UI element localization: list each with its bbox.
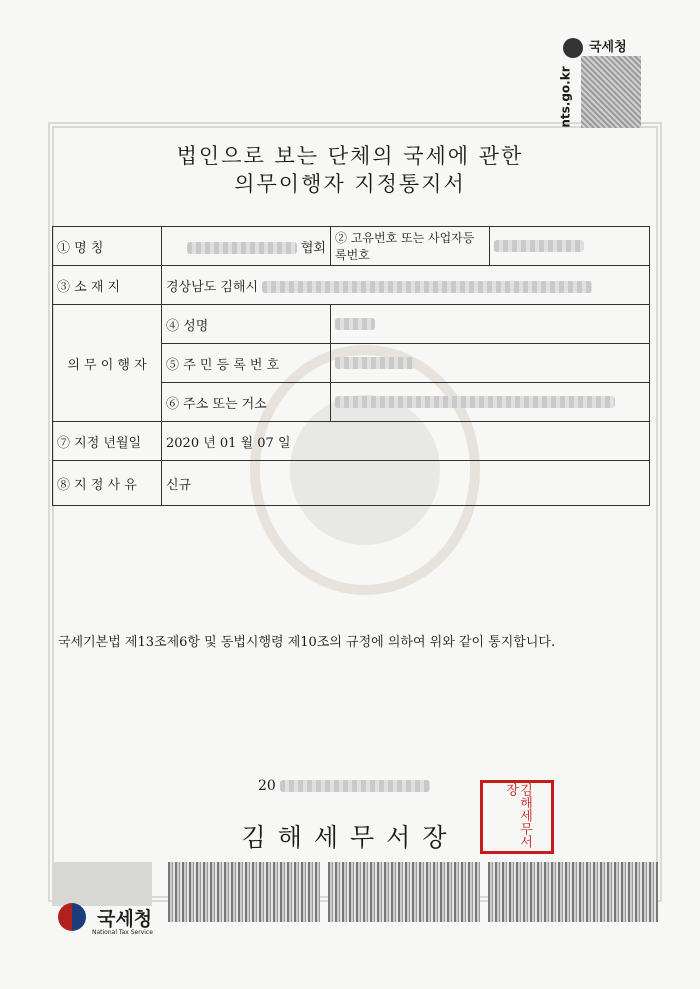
redacted-box (52, 862, 152, 906)
redacted-address (262, 281, 592, 293)
name-value (162, 227, 331, 266)
redacted-person-address (335, 396, 615, 408)
id-value (490, 227, 650, 266)
location-label: ③ 소 재 지 (53, 266, 162, 305)
date-value: 2020 년 01 월 07 일 (162, 422, 650, 461)
reason-value: 신규 (162, 461, 650, 506)
duty-label: 의 무 이 행 자 (53, 305, 162, 422)
name-suffix: 협회 (300, 240, 326, 256)
taegeuk-emblem-icon (58, 903, 86, 931)
location-text: 경상남도 김해시 (166, 279, 259, 295)
rrn-label: ⑤ 주 민 등 록 번 호 (162, 344, 331, 383)
footer-brand: 국세청 (97, 907, 153, 930)
official-red-stamp: 김해세무서장 (480, 780, 554, 854)
designation-form-table (52, 226, 650, 506)
name-label: ① 명 칭 (53, 227, 162, 266)
doc-title-line2: 의무이행자 지정통지서 (234, 172, 466, 196)
address-value (331, 383, 650, 422)
qr-code (581, 56, 641, 128)
redacted-name (187, 242, 297, 254)
nts-header-logo (557, 32, 657, 132)
security-barcode-2 (328, 862, 480, 922)
person-name-value (331, 305, 650, 344)
issue-date-prefix: 20 (258, 778, 276, 794)
redacted-rrn (335, 357, 415, 369)
redacted-issue-date (280, 780, 430, 792)
address-label: ⑥ 주소 또는 거소 (162, 383, 331, 422)
reason-label: ⑧ 지 정 사 유 (53, 461, 162, 506)
notice-text: 국세기본법 제13조제6항 및 동법시행령 제10조의 규정에 의하여 위와 같이 통지합니다. (58, 635, 556, 650)
security-barcode-3 (488, 862, 658, 922)
footer-brand-en: National Tax Service (92, 929, 153, 936)
doc-title-line1: 법인으로 보는 단체의 국세에 관한 (176, 144, 524, 168)
date-label: ⑦ 지정 년월일 (53, 422, 162, 461)
issue-date (258, 778, 430, 794)
redacted-id (494, 240, 584, 252)
office-name: 김해세무서장 (241, 823, 459, 852)
header-url: nts.go.kr (558, 66, 573, 128)
redacted-person-name (335, 318, 375, 330)
location-value (162, 266, 650, 305)
header-brand: 국세청 (589, 40, 627, 55)
nts-mascot-icon (563, 38, 583, 58)
rrn-value (331, 344, 650, 383)
nts-footer-logo (58, 903, 153, 936)
security-barcode-1 (168, 862, 320, 922)
person-name-label: ④ 성명 (162, 305, 331, 344)
id-label: ② 고유번호 또는 사업자등록번호 (331, 227, 490, 266)
